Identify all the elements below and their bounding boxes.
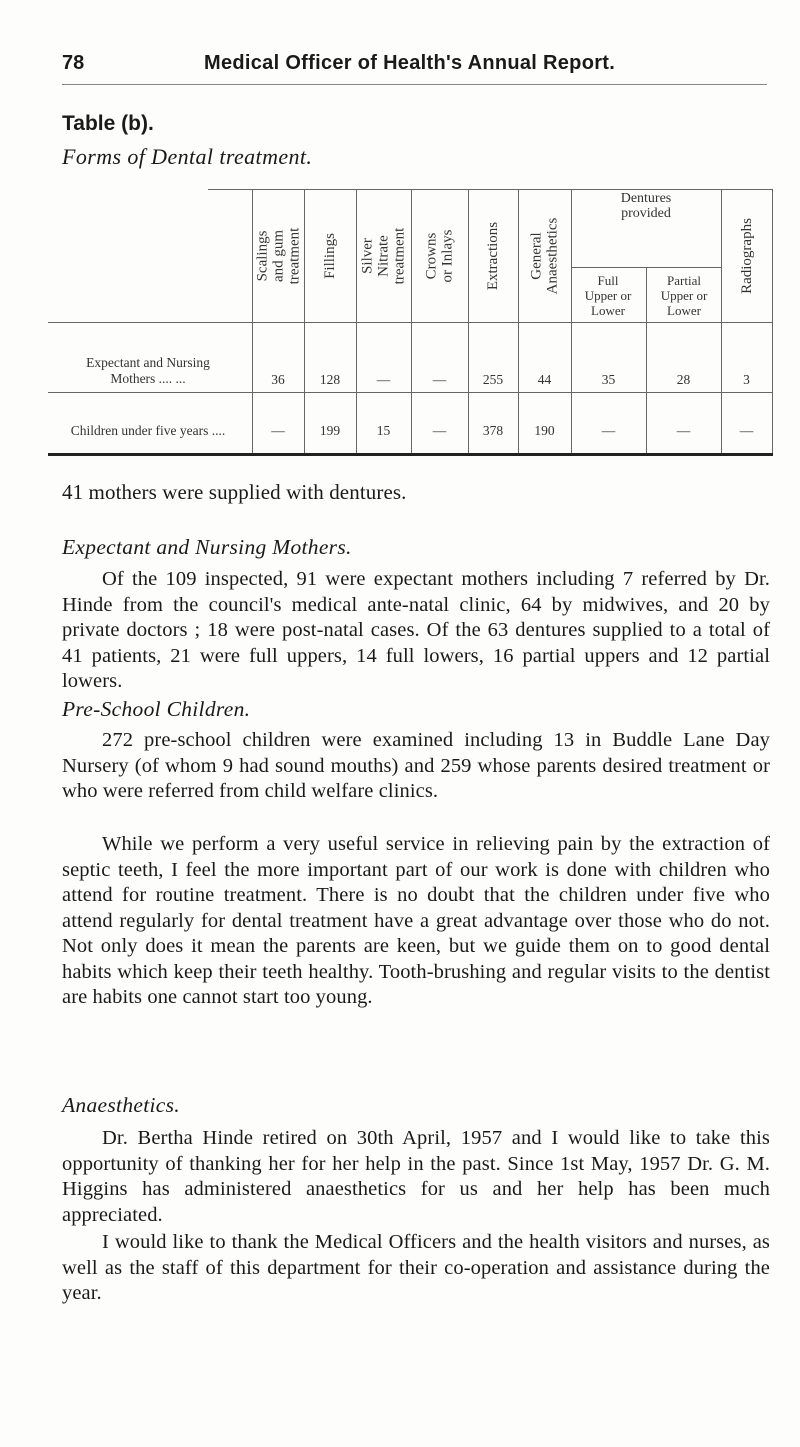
cell: 15 [376, 423, 391, 438]
subcol-header-full: Full Upper or Lower [584, 273, 632, 318]
dental-treatment-table [48, 187, 800, 457]
row-label-children-under-five: Children under five years .... [70, 423, 226, 438]
paragraph-expectant: Of the 109 inspected, 91 were expectant mothers including 7 referred by Dr. Hinde from the council's medical ante-natal clinic, 64 by midwives, and 20 by private doctors ; 18 were post-natal cases. Of the 63 dentures supplied to a total of 41 patients, 21 were full uppers, 14 full lowers, 16 partial uppers and 12 partial lowers. [62, 568, 770, 692]
cell: 128 [319, 372, 341, 387]
cell: 44 [537, 372, 552, 387]
cell: — [432, 423, 447, 438]
col-header-fillings: Fillings [321, 232, 338, 279]
section-heading-anaesthetics: Anaesthetics. [62, 1093, 180, 1117]
page-header [62, 52, 762, 82]
cell: — [739, 423, 754, 438]
table-caption: Forms of Dental treatment. [62, 144, 313, 169]
cell: — [271, 423, 285, 438]
summary-line: 41 mothers were supplied with dentures. [62, 480, 407, 504]
header-bottom-rule [48, 322, 773, 323]
table-label: Table (b). [62, 112, 154, 135]
paragraph-preschool-2: While we perform a very useful service in relieving pain by the extraction of septic teeth, I feel the more important part of our work is done with children who attend for routine treatment. There is no doubt that the children under five who attend regularly for dental treatment have a great advantage over those who do not. Not only does it mean the parents are keen, but we guide them on to good dental habits which keep their teeth healthy. Tooth-brushing and regular visits to the dentist are habits one cannot start too young. [62, 833, 770, 1008]
cell: 35 [601, 372, 616, 387]
section-heading-preschool: Pre-School Children. [62, 697, 251, 721]
page-number: 78 [62, 52, 85, 74]
cell: 36 [271, 372, 285, 387]
row-divider [48, 392, 773, 393]
paragraph-anaesthetics-2: I would like to thank the Medical Officers and the health visitors and nurses, as well as the staff of this department for their co-operation and assistance during the year. [62, 1231, 770, 1304]
paragraph-anaesthetics-1: Dr. Bertha Hinde retired on 30th April, 1957 and I would like to take this opportunity of thanking her for her help in the past. Since 1st May, 1957 Dr. G. M. Higgins has administered anaesthetics for us and her help has been much appreciated. [62, 1127, 770, 1226]
header-rule [62, 84, 767, 85]
row-label-expectant-mothers: Expectant and Nursing Mothers .... ... [86, 355, 210, 386]
cell: — [601, 423, 616, 438]
cell: 28 [676, 372, 691, 387]
cell: 199 [319, 423, 341, 438]
col-header-radiographs: Radiographs [738, 217, 755, 294]
section-heading-expectant: Expectant and Nursing Mothers. [62, 535, 352, 559]
cell: — [676, 423, 691, 438]
table-bottom-rule [48, 453, 773, 456]
cell: 3 [743, 372, 750, 387]
col-header-scalings: Scalings and gum treatment [254, 227, 303, 284]
cell: 190 [534, 423, 555, 438]
col-header-crowns: Crowns or Inlays [423, 229, 456, 282]
col-header-dentures: Dentures provided [620, 191, 672, 221]
paragraph-preschool-1: 272 pre-school children were examined including 13 in Buddle Lane Day Nursery (of whom 9 had sound mouths) and 259 whose parents desired treatment or who were referred from child welfare clinics. [62, 729, 770, 802]
cell: — [432, 372, 447, 387]
subcol-header-partial: Partial Upper or Lower [660, 273, 708, 318]
running-title: Medical Officer of Health's Annual Report. [204, 52, 616, 74]
cell: 255 [482, 372, 504, 387]
col-header-general-anaesthetics: General Anaesthetics [528, 217, 561, 294]
col-header-silver-nitrate: Silver Nitrate treatment [359, 227, 408, 284]
dentures-subhead-rule [571, 267, 721, 268]
col-header-extractions: Extractions [485, 221, 502, 290]
cell: 378 [482, 423, 504, 438]
cell: — [376, 372, 391, 387]
